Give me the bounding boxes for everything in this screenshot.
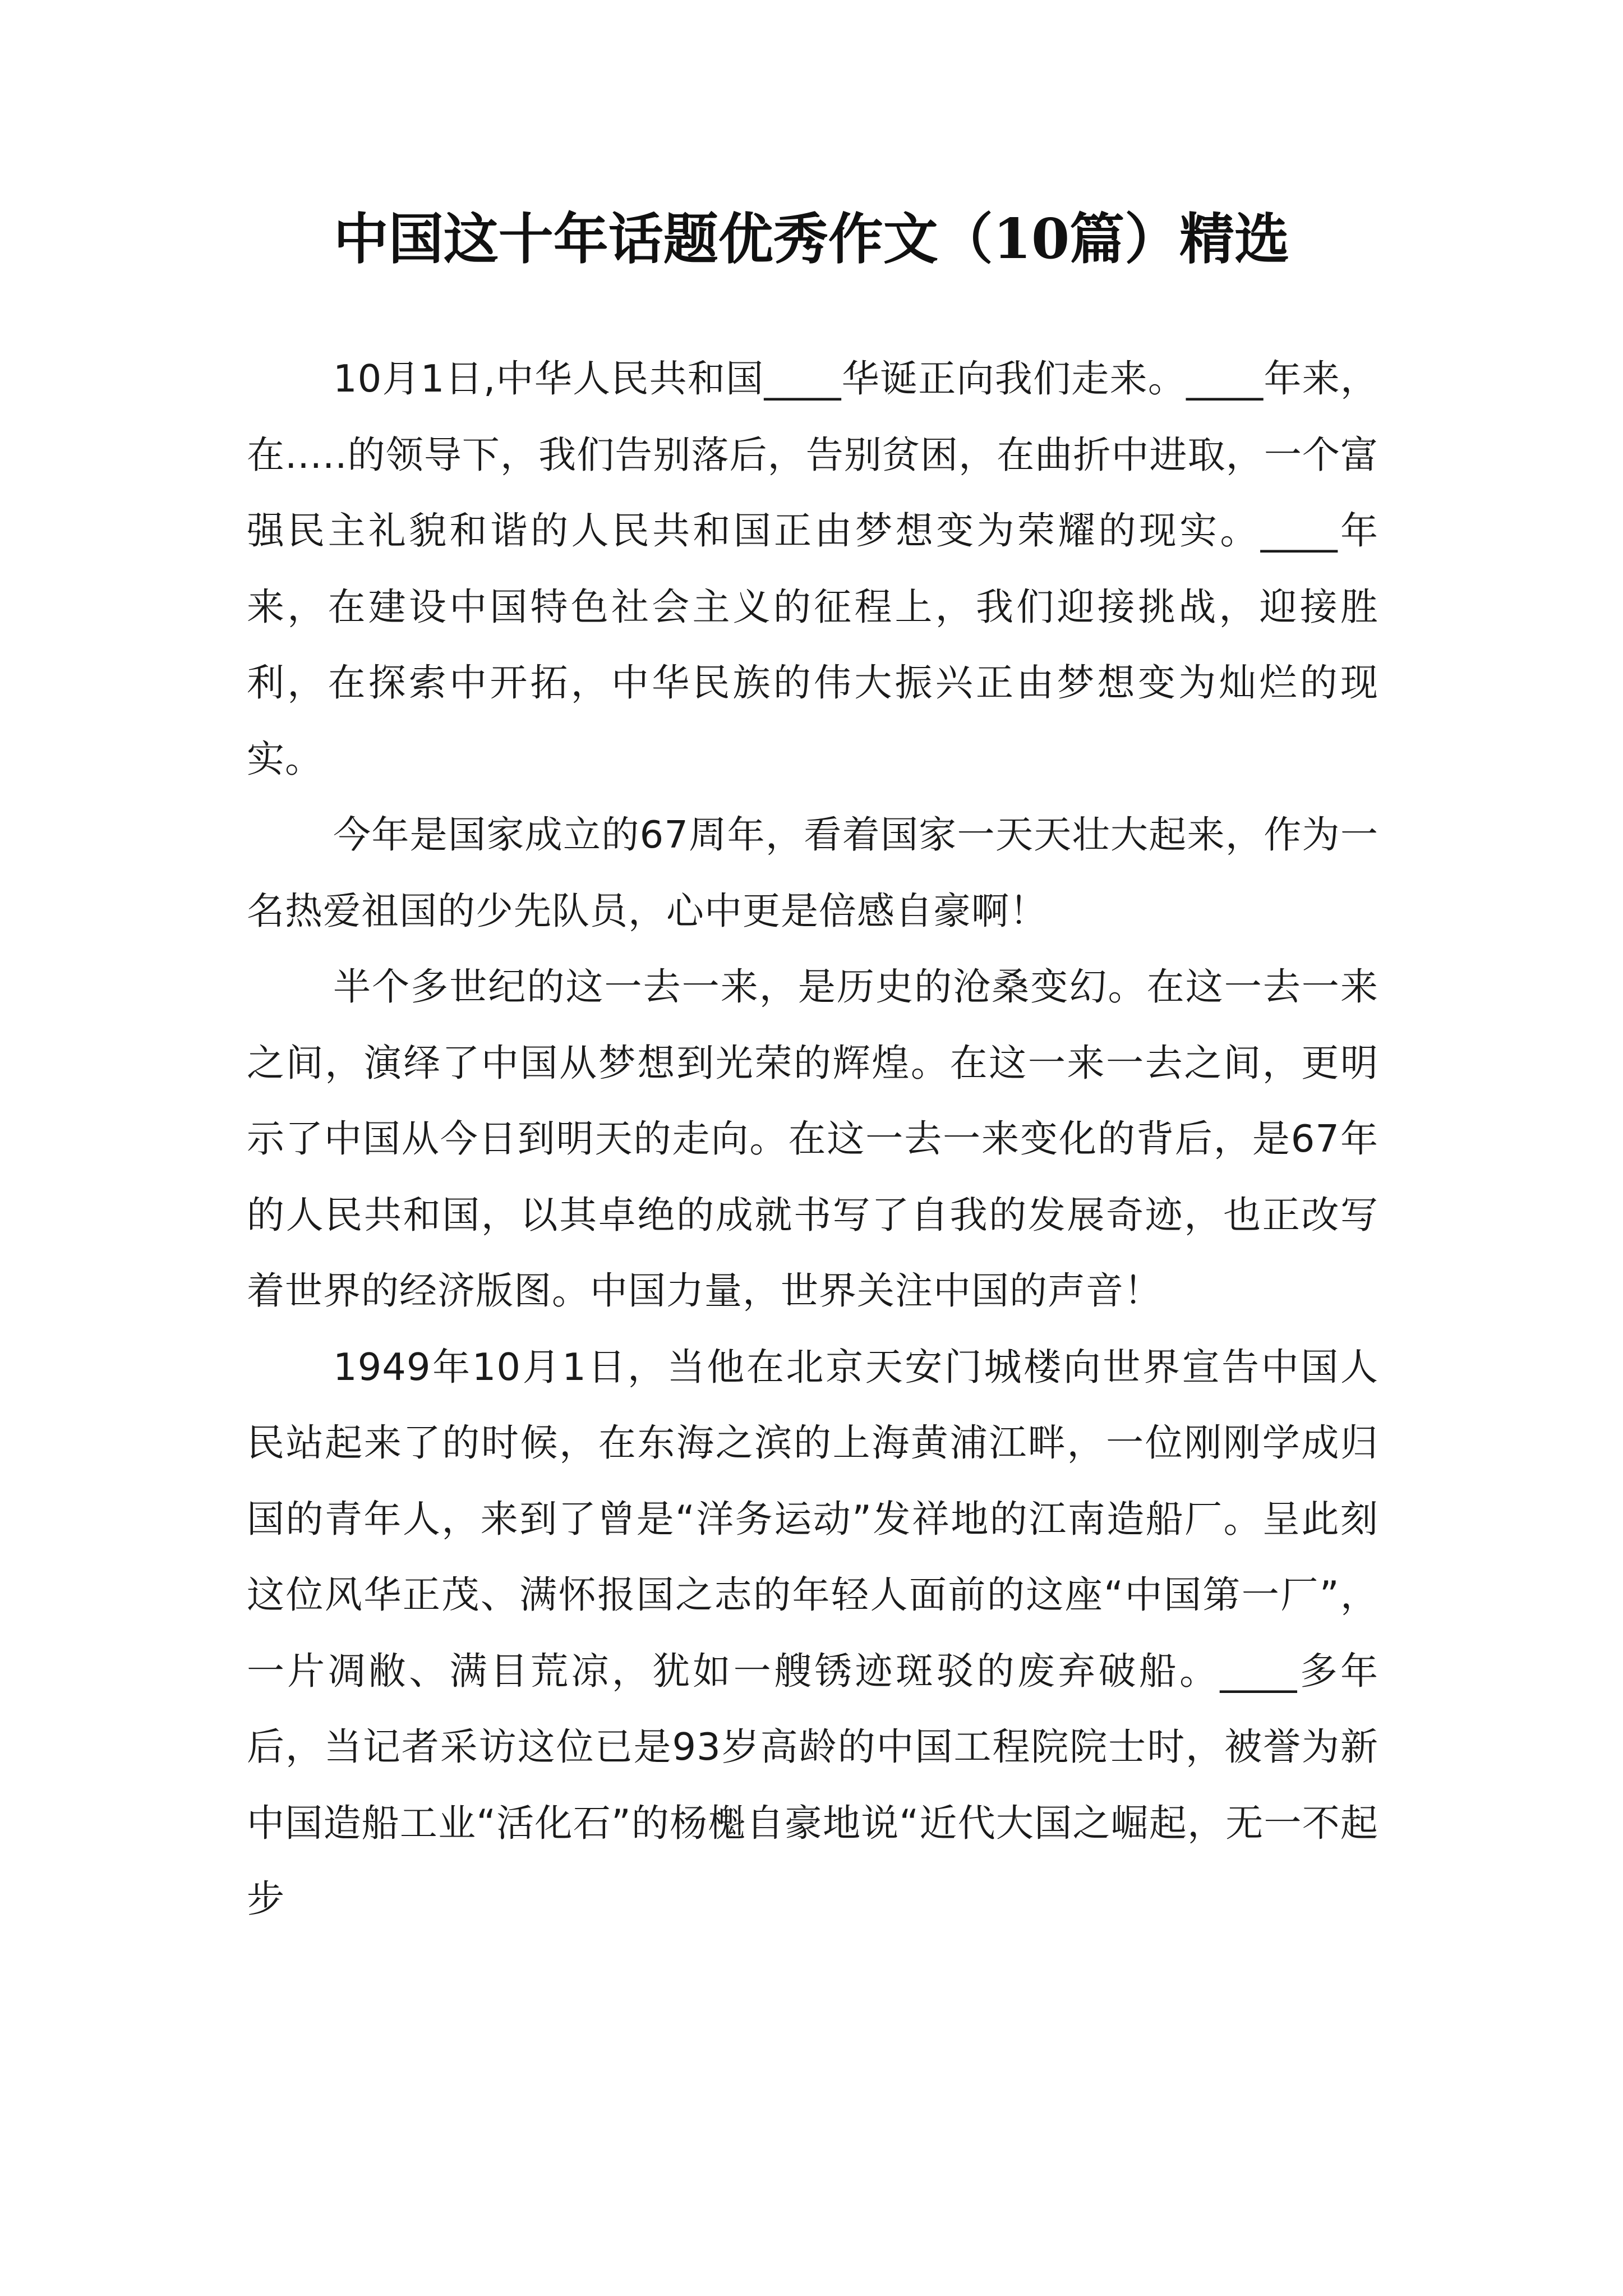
document-body — [247, 341, 1378, 1938]
document-title: 中国这十年话题优秀作文（10篇）精选 — [333, 207, 1290, 272]
paragraph-4: 1949年10月1日，当他在北京天安门城楼向世界宣告中国人民站起来了的时候，在东海之滨的上海黄浦江畔，一位刚刚学成归国的青年人，来到了曾是“洋务运动”发祥地的江南造船厂。呈此刻这位风华正茂、满怀报国之志的年轻人面前的这座“中国第一厂”，一片凋敝、满目荒凉，犹如一艘锈迹斑驳的废弃破船。____多年后，当记者采访这位已是93岁高龄的中国工程院院士时，被誉为新中国造船工业“活化石”的杨櫆自豪地说“近代大国之崛起，无一不起步 — [247, 1345, 1378, 1921]
paragraph-2: 今年是国家成立的67周年，看着国家一天天壮大起来，作为一名热爱祖国的少先队员，心中更是倍感自豪啊！ — [247, 813, 1378, 933]
paragraph-3: 半个多世纪的这一去一来，是历史的沧桑变幻。在这一去一来之间，演绎了中国从梦想到光荣的辉煌。在这一来一去之间，更明示了中国从今日到明天的走向。在这一去一来变化的背后，是67年的人民共和国，以其卓绝的成就书写了自我的发展奇迹，也正改写着世界的经济版图。中国力量，世界关注中国的声音！ — [247, 965, 1378, 1313]
paragraph-1: 10月1日,中华人民共和国____华诞正向我们走来。____年来，在.....的领导下，我们告别落后，告别贫困，在曲折中进取，一个富强民主礼貌和谐的人民共和国正由梦想变为荣耀的现实。____年来，在建设中国特色社会主义的征程上，我们迎接挑战，迎接胜利，在探索中开拓，中华民族的伟大振兴正由梦想变为灿烂的现实。 — [247, 357, 1378, 781]
